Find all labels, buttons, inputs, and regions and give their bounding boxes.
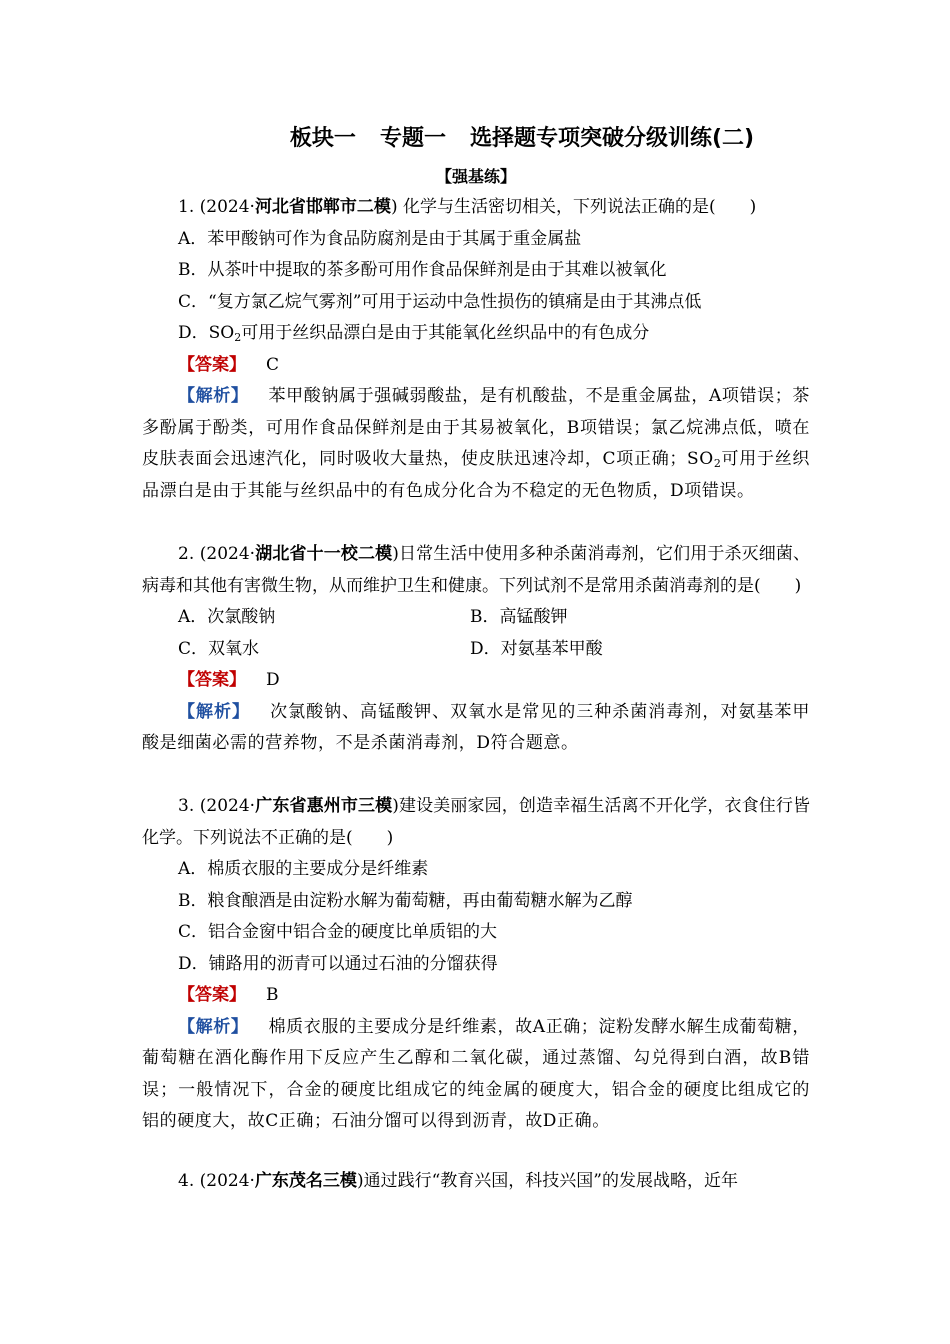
analysis-paragraph (142, 381, 810, 507)
option-c: C．双氧水 (178, 638, 260, 659)
analysis-paragraph (142, 697, 810, 760)
question-source: 广东茂名三模 (254, 1171, 357, 1191)
question-source: 河北省邯郸市二模 (254, 197, 391, 217)
analysis-label: 【解析】 (178, 386, 249, 406)
question-stem: 4. (2024·广东茂名三模)通过践行“教育兴国，科技兴国”的发展战略，近年 (178, 1171, 738, 1191)
answer-label: 【答案】 (178, 985, 246, 1005)
analysis-text: 棉质衣服的主要成分是纤维素，故A正确；淀粉发酵水解生成葡萄糖，葡萄糖在酒化酶作用下反应产生乙醇和二氧化碳，通过蒸馏、勾兑得到白酒，故B错误；一般情况下，合金的硬度比组成它的纯金属的硬度大，铝合金的硬度比组成它的铝的硬度大，故C正确；石油分馏可以得到沥青，故D正确。 (142, 1016, 810, 1131)
page-title (142, 122, 902, 156)
answer-label: 【答案】 (178, 670, 246, 690)
question-source: 广东省惠州市三模 (255, 796, 393, 816)
option-b: B．高锰酸钾 (470, 607, 568, 627)
answer-line (142, 350, 810, 382)
answer-line (142, 665, 810, 697)
answer-value: D (266, 670, 280, 690)
section-heading: 【强基练】 (435, 167, 516, 186)
option-a: A．苯甲酸钠可作为食品防腐剂是由于其属于重金属盐 (178, 228, 582, 249)
analysis-label: 【解析】 (178, 701, 251, 722)
option-a: A．次氯酸钠 (178, 607, 276, 627)
title-part-block: 板块一 (289, 126, 356, 151)
options-row-1 (142, 602, 810, 634)
option-c: C．铝合金窗中铝合金的硬度比单质铝的大 (178, 922, 498, 942)
analysis-text: 次氯酸钠、高锰酸钾、双氧水是常见的三种杀菌消毒剂，对氨基苯甲酸是细菌必需的营养物，不是杀菌消毒剂，D符合题意。 (142, 701, 811, 753)
answer-value: C (266, 354, 280, 375)
question-stem: 3. (2024·广东省惠州市三模)建设美丽家园，创造幸福生活离不开化学，衣食住行皆化学。下列说法不正确的是( ) (142, 796, 810, 848)
option-c: C．“复方氯乙烷气雾剂”可用于运动中急性损伤的镇痛是由于其沸点低 (178, 291, 702, 312)
option-a: A．棉质衣服的主要成分是纤维素 (178, 859, 429, 879)
option-b: B．从茶叶中提取的茶多酚可用作食品保鲜剂是由于其难以被氧化 (178, 260, 667, 280)
option-b: B．粮食酿酒是由淀粉水解为葡萄糖，再由葡萄糖水解为乙醇 (178, 890, 633, 911)
question-source: 湖北省十一校二模 (255, 544, 393, 564)
question-1 (142, 192, 810, 507)
question-stem: 2. (2024·湖北省十一校二模)日常生活中使用多种杀菌消毒剂，它们用于杀灭细菌、病毒和其他有害微生物，从而维护卫生和健康。下列试剂不是常用杀菌消毒剂的是( ) (142, 544, 810, 596)
question-stem: 1. (2024·河北省邯郸市二模) 化学与生活密切相关，下列说法正确的是( ) (178, 197, 757, 217)
title-part-name: 选择题专项突破分级训练(二) (469, 126, 755, 151)
question-4 (142, 1166, 810, 1198)
analysis-text: 苯甲酸钠属于强碱弱酸盐，是有机酸盐，不是重金属盐，A项错误；茶多酚属于酚类，可用作食品保鲜剂是由于其易被氧化，B项错误；氯乙烷沸点低，喷在皮肤表面会迅速汽化，同时吸收大量热，使皮肤迅速冷却，C项正确；$SO_2$可用于丝织品漂白是由于其能与丝织品中的有色成分化合为不稳定的无色物质，D项错误。 (142, 386, 811, 501)
answer-line (142, 980, 810, 1012)
question-2 (142, 539, 810, 760)
answer-value: B (266, 985, 279, 1005)
title-part-topic: 专题一 (379, 126, 446, 151)
answer-label: 【答案】 (178, 354, 246, 375)
option-d: D．对氨基苯甲酸 (470, 638, 603, 659)
analysis-paragraph (142, 1012, 810, 1138)
question-3 (142, 791, 810, 1138)
option-d: D．铺路用的沥青可以通过石油的分馏获得 (178, 953, 498, 974)
options-row-2 (142, 634, 810, 666)
option-d: D．$SO_2$可用于丝织品漂白是由于其能氧化丝织品中的有色成分 (178, 323, 650, 344)
analysis-label: 【解析】 (178, 1016, 249, 1037)
